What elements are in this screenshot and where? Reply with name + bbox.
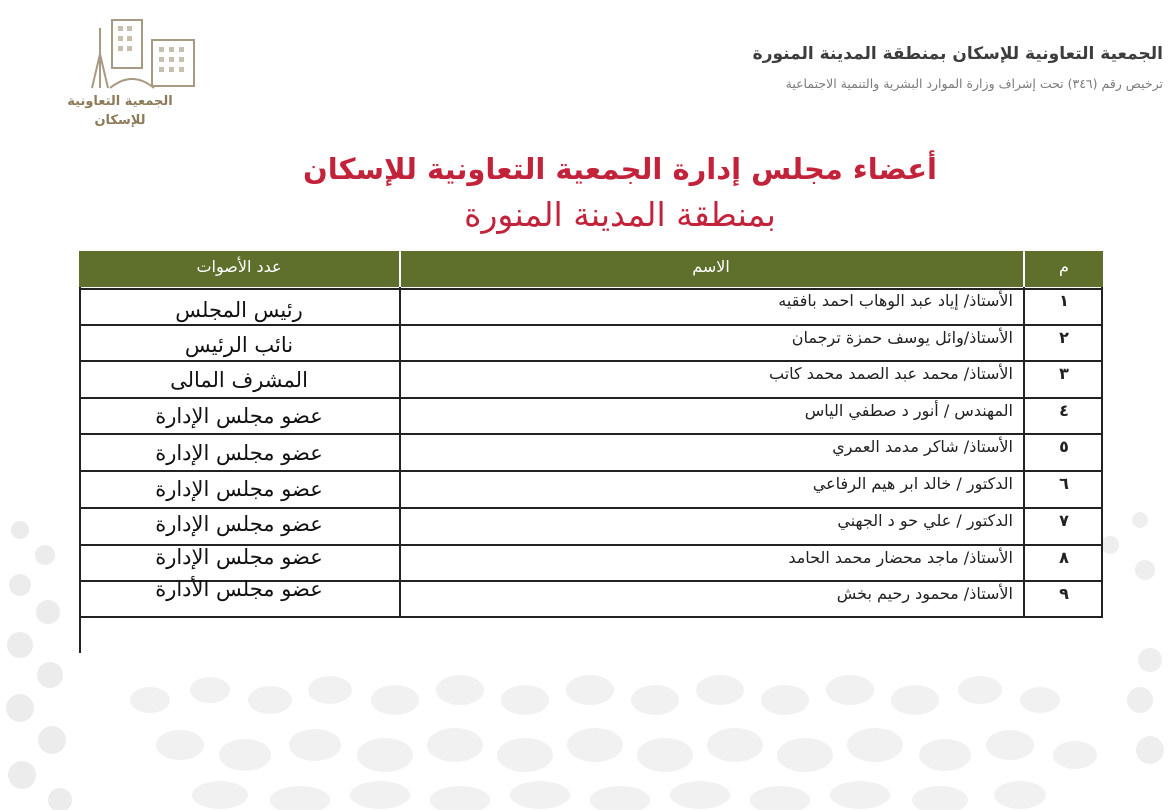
member-name: الدكتور / خالد ابر هيم الرفاعي — [812, 474, 1013, 493]
column-header-name: الاسم — [692, 257, 730, 276]
member-name: الأستاذ/ إياد عبد الوهاب احمد بافقيه — [778, 291, 1013, 310]
row-index: ٦ — [1059, 474, 1069, 493]
row-divider — [79, 470, 1103, 472]
member-name: الأستاذ/وائل يوسف حمزة ترجمان — [791, 328, 1013, 347]
row-divider — [79, 433, 1103, 435]
logo-name-line2: للإسكان — [94, 113, 146, 128]
member-name: الأستاذ/ محمد عبد الصمد محمد كاتب — [769, 364, 1013, 383]
logo-name-line1: الجمعية التعاونية — [67, 94, 173, 109]
row-divider — [79, 324, 1103, 326]
member-role: عضو مجلس الإدارة — [155, 441, 323, 465]
row-index: ٧ — [1059, 511, 1069, 530]
page-title-line1: أعضاء مجلس إدارة الجمعية التعاونية للإسكان — [303, 152, 937, 186]
row-index: ٣ — [1059, 364, 1069, 383]
member-role: عضو مجلس الإدارة — [155, 404, 323, 428]
row-index: ٨ — [1059, 548, 1069, 567]
row-divider — [79, 397, 1103, 399]
row-index: ٤ — [1059, 401, 1069, 420]
member-role: المشرف المالى — [170, 368, 308, 392]
row-index: ٥ — [1059, 437, 1069, 456]
member-name: المهندس / أنور د صطفي الياس — [804, 401, 1013, 420]
board-members-table — [79, 251, 1103, 653]
column-header-votes: عدد الأصوات — [196, 257, 282, 276]
organization-title: الجمعية التعاونية للإسكان بمنطقة المدينة المنورة — [752, 44, 1163, 64]
row-divider — [79, 507, 1103, 509]
logo-wordmark — [60, 92, 180, 130]
member-role: عضو مجلس الإدارة — [155, 545, 323, 569]
row-divider — [79, 616, 1103, 618]
row-index: ٢ — [1059, 328, 1069, 347]
member-role: رئيس المجلس — [175, 298, 303, 322]
member-role: عضو مجلس الإدارة — [155, 512, 323, 536]
member-role: نائب الرئيس — [184, 333, 294, 357]
row-divider — [79, 360, 1103, 362]
page-title-line2: بمنطقة المدينة المنورة — [464, 195, 776, 234]
letterhead — [443, 40, 1163, 91]
member-name: الأستاذ/ ماجد محضار محمد الحامد — [788, 548, 1013, 567]
row-index: ١ — [1059, 291, 1069, 310]
row-divider — [79, 288, 1103, 290]
table-header — [79, 251, 1103, 287]
member-role: عضو مجلس الأدارة — [155, 577, 323, 601]
license-text: ترخيص رقم (٣٤٦) تحت إشراف وزارة الموارد البشرية والتنمية الاجتماعية — [785, 76, 1163, 91]
column-header-index: م — [1059, 257, 1069, 276]
row-index: ٩ — [1059, 584, 1069, 603]
member-name: الأستاذ/ شاكر مدمد العمري — [832, 437, 1013, 456]
member-name: الأستاذ/ محمود رحيم بخش — [836, 584, 1013, 603]
member-name: الدكتور / علي حو د الجهني — [837, 511, 1013, 530]
member-role: عضو مجلس الإدارة — [155, 477, 323, 501]
